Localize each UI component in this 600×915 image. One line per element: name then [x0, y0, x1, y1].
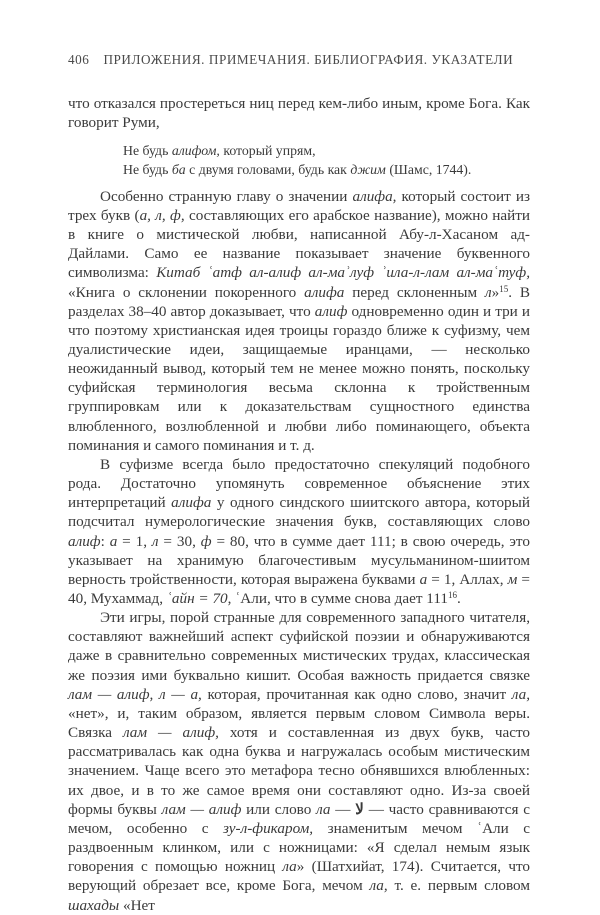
main-text — [68, 94, 530, 915]
verse-quote — [123, 142, 530, 178]
paragraph-1: что отказался простереться ниц перед кем-либо иным, кроме Бога. Как говорит Руми, — [68, 95, 530, 132]
verse-line-2: Не будь ба с двумя головами, будь как джим (Шамс, 1744). — [123, 161, 472, 177]
running-header — [68, 52, 530, 68]
footnote-ref-15: 15 — [499, 283, 509, 294]
verse-line-1: Не будь алифом, который упрям, — [123, 143, 316, 159]
footnote-ref-16: 16 — [447, 590, 457, 600]
running-title: ПРИЛОЖЕНИЯ. ПРИМЕЧАНИЯ. БИБЛИОГРАФИЯ. УКАЗАТЕЛИ — [103, 52, 514, 67]
paragraph-3: В суфизме всегда было предостаточно спекуляций подобного рода. Достаточно упомянуть современное объяснение этих интерпретаций алифа у одного синдского шиитского автора, который подсчитал нумерологические значения букв, составляющих слово алиф: а = 1, л = 30, ф = 80, что в сумме дает 111; в свою очередь, это указывает на хранимую благочестивым мусульманином-шиитом верность тройственности, которая выражена буквами а = 1, Аллах, м = 40, Мухаммад, ʿайн = 70, ʿАли, что в сумме снова дает $111^{16}$. — [68, 455, 530, 607]
paragraph-4: Эти игры, порой странные для современного западного читателя, составляют важнейший аспект суфийской поэзии и обнаруживаются даже в сравнительно современных мистических трудах, классическая же поэзия ими буквально кишит. Особая важность придается связке лам — алиф, л — а, которая, прочитанная как одно слово, значит ла, «нет», и, таким образом, является первым словом Символа веры. Связка лам — алиф, хотя и составленная из двух букв, часто рассматривалась как одна буква и нагружалась особым мистическим значением. Чаще всего это метафора тесно обнявшихся влюбленных: их двое, и в то же самое время они составляют одно. Из-за своей формы буквы лам — алиф или слово ла — ﻻ — часто сравниваются с мечом, особенно с зу-л-фикаром, знаменитым мечом ʿАли с раздвоенным клинком, или с ножницами: «Я сделал немым язык говорения с помощью ножниц ла» (Шатхийат, 174). Считается, что верующий обрезает все, кроме Бога, мечом ла, т. е. первым словом шахады «Нет — [68, 609, 530, 914]
paragraph-2: Особенно странную главу о значении алифа, который состоит из трех букв (а, л, ф, составляющих его арабское название), можно найти в книге о мистической любви, написанной Абу-л-Хасаном ад-Дайлами. Само ее название показывает значение буквенного символизма: Китаб ʿатф ал-алиф ал-маʾлуф ʾила-л-лам ал-маʿтуф, «Книга о склонении покоренного алифа перед склоненным л»$^{15}$. В разделах 38–40 автор доказывает, что алиф одновременно один и три и что поэтому христианская идея троицы гораздо ближе к суфизму, чем дуалистические идеи, защищаемые иранцами, — несколько неожиданный вывод, который тем не менее можно понять, поскольку суфийская терминология весьма склонна к тройственным группировкам или к доказательствам сущностного единства влюбленного, возлюбленной и любви либо поминающего, объекта поминания и самого поминания и т. д. — [68, 187, 531, 454]
lam-alif-ligature: ﻻ — [355, 800, 364, 818]
page-number: 406 — [68, 52, 90, 67]
